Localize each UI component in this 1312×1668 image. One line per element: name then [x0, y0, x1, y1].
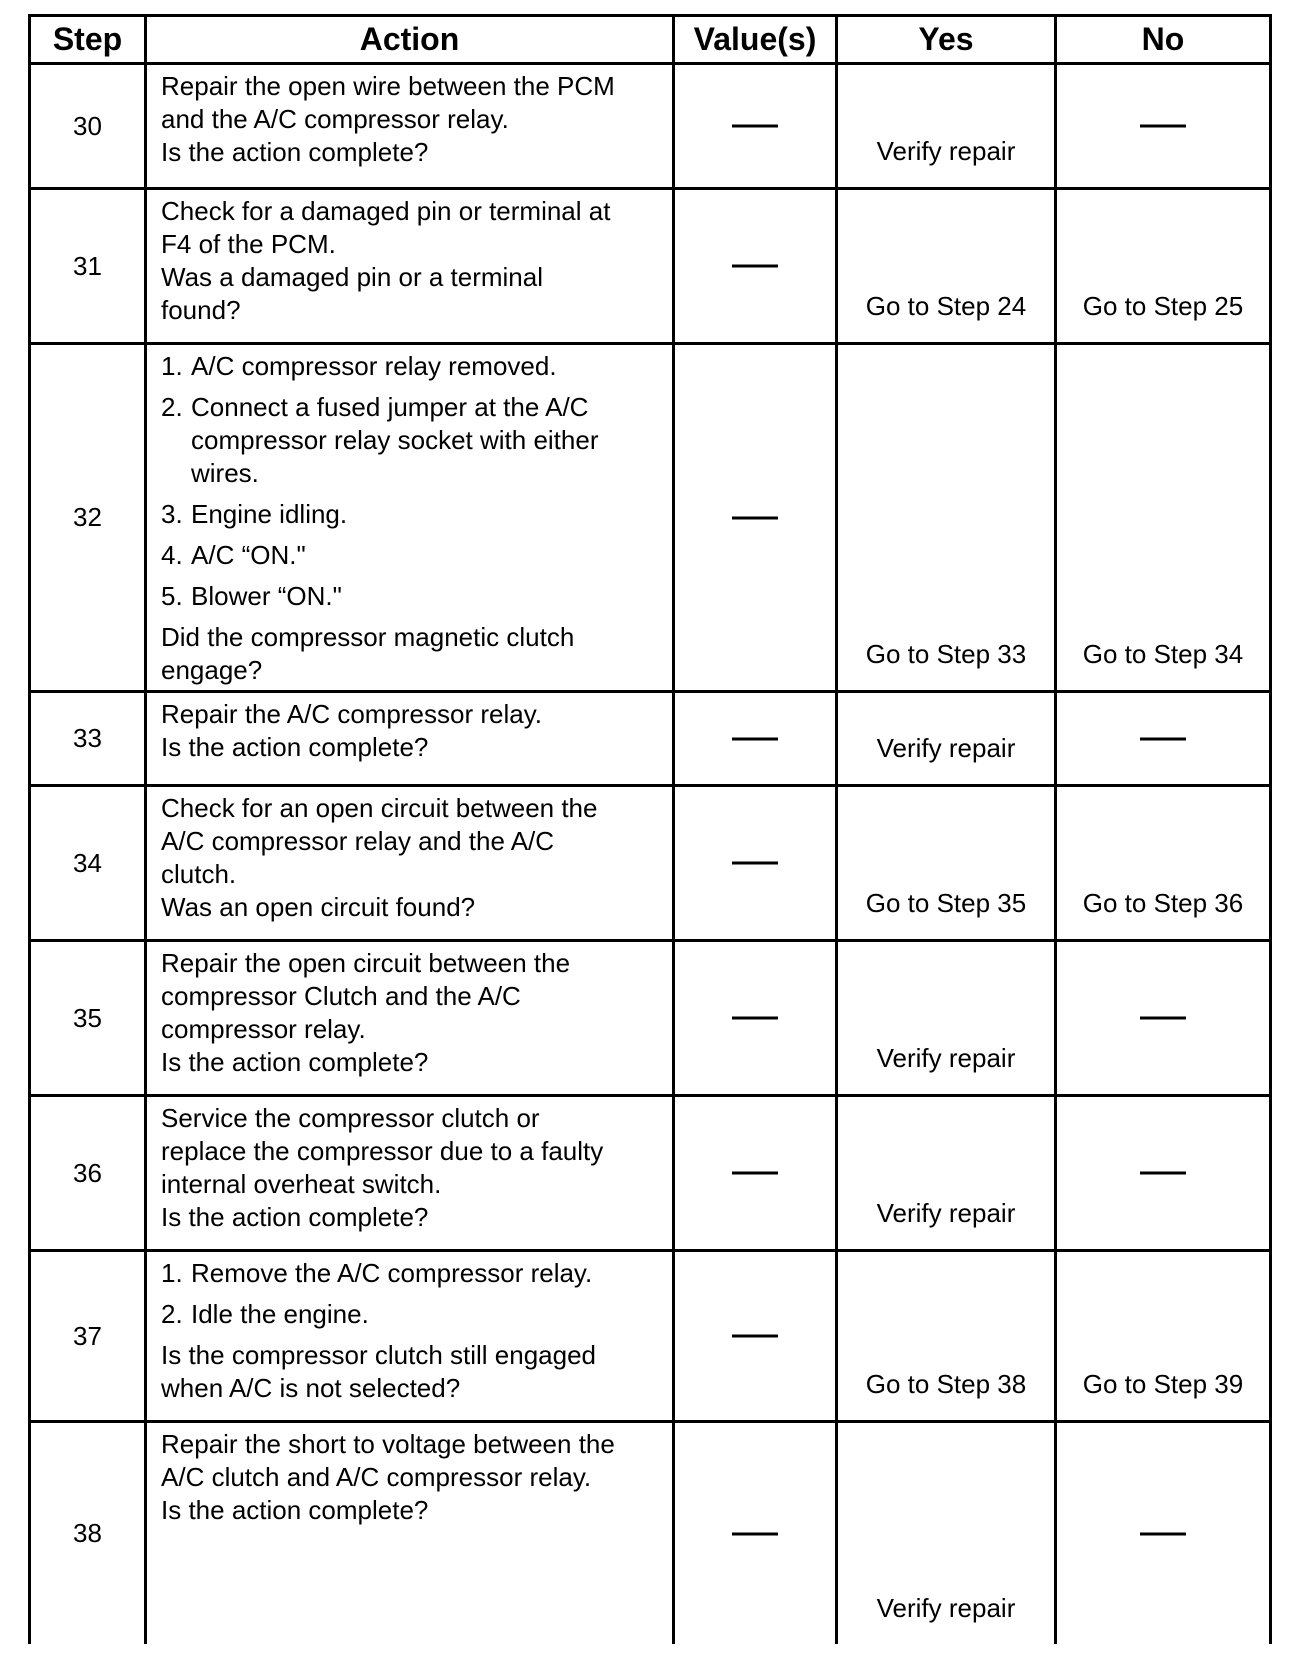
- action-text: [144, 1423, 672, 1644]
- action-step-number: 2.: [161, 392, 183, 422]
- yes-cell: [835, 693, 1054, 784]
- header-step: Step: [52, 21, 123, 57]
- action-text: [144, 1097, 672, 1249]
- action-question: Repair the A/C compressor relay. Is the action complete?: [161, 699, 542, 762]
- yes-cell: [835, 65, 1054, 187]
- header-yes: Yes: [835, 17, 1054, 62]
- action-step: 2. Connect a fused jumper at the A/C compressor relay socket with either wires.: [161, 392, 599, 488]
- value-dash: [732, 125, 778, 128]
- action-question: Repair the open circuit between the compressor Clutch and the A/C compressor relay. Is the action complete?: [161, 948, 571, 1077]
- no-result: Go to Step 36: [1082, 888, 1244, 918]
- yes-result: Go to Step 33: [865, 639, 1027, 669]
- no-dash: [1140, 1532, 1186, 1535]
- no-cell: [1054, 190, 1269, 342]
- no-dash: [1140, 125, 1186, 128]
- no-dash: [1140, 1172, 1186, 1175]
- value-cell: [672, 693, 835, 784]
- header-action: Action: [144, 17, 672, 62]
- yes-cell: [835, 345, 1054, 690]
- value-cell: [672, 1097, 835, 1249]
- action-step: 4. A/C “ON.": [161, 540, 306, 570]
- no-result: Go to Step 25: [1082, 291, 1244, 321]
- no-cell: [1054, 1423, 1269, 1644]
- yes-result: Go to Step 35: [865, 888, 1027, 918]
- value-cell: [672, 1423, 835, 1644]
- yes-result: Go to Step 24: [865, 291, 1027, 321]
- step-number: 37: [73, 1320, 102, 1351]
- action-step: 2. Idle the engine.: [161, 1299, 369, 1329]
- no-cell: [1054, 942, 1269, 1094]
- table-row: [31, 65, 1269, 190]
- step-number: 31: [73, 250, 102, 281]
- action-step: 3. Engine idling.: [161, 499, 348, 529]
- action-question: Did the compressor magnetic clutch engage?: [161, 622, 575, 685]
- value-dash: [732, 1172, 778, 1175]
- table-row: [31, 1252, 1269, 1423]
- action-step: 1. Remove the A/C compressor relay.: [161, 1258, 593, 1288]
- action-step: 1. A/C compressor relay removed.: [161, 351, 557, 381]
- value-dash: [732, 1532, 778, 1535]
- action-step-number: 1.: [161, 351, 183, 381]
- action-question: Service the compressor clutch or replace the compressor due to a faulty internal overheat switch. Is the action complete?: [161, 1103, 604, 1232]
- yes-cell: [835, 190, 1054, 342]
- table-row: [31, 942, 1269, 1097]
- action-step: 5. Blower “ON.": [161, 581, 342, 611]
- value-cell: [672, 787, 835, 939]
- action-step-number: 1.: [161, 1258, 183, 1288]
- step-number: 38: [73, 1518, 102, 1548]
- table-row: [31, 1097, 1269, 1252]
- action-question: Is the compressor clutch still engaged when A/C is not selected?: [161, 1340, 596, 1403]
- value-dash: [732, 1017, 778, 1020]
- action-step-number: 2.: [161, 1299, 183, 1329]
- value-cell: [672, 345, 835, 690]
- action-text: [144, 345, 672, 690]
- action-steps: [161, 1257, 662, 1331]
- diagnostic-table: [28, 14, 1272, 1644]
- yes-result: Verify repair: [876, 1043, 1016, 1073]
- value-cell: [672, 65, 835, 187]
- no-cell: [1054, 345, 1269, 690]
- table-row: [31, 693, 1269, 787]
- action-question: Check for an open circuit between the A/C compressor relay and the A/C clutch. Was an open circuit found?: [161, 793, 598, 922]
- no-result: Go to Step 39: [1082, 1369, 1244, 1399]
- action-text: [144, 65, 672, 187]
- table-row: [31, 190, 1269, 345]
- yes-cell: [835, 787, 1054, 939]
- yes-result: Go to Step 38: [865, 1369, 1027, 1399]
- step-number: 36: [73, 1157, 102, 1188]
- no-cell: [1054, 787, 1269, 939]
- yes-result: Verify repair: [876, 136, 1016, 166]
- value-dash: [732, 737, 778, 740]
- value-cell: [672, 190, 835, 342]
- table-row: [31, 345, 1269, 693]
- step-number: 30: [73, 110, 102, 141]
- header-values: Value(s): [672, 17, 835, 62]
- yes-result: Verify repair: [876, 1593, 1016, 1623]
- action-step-number: 3.: [161, 499, 183, 529]
- table-row: [31, 1423, 1269, 1644]
- value-dash: [732, 1335, 778, 1338]
- no-dash: [1140, 737, 1186, 740]
- yes-cell: [835, 1423, 1054, 1644]
- action-step-number: 5.: [161, 581, 183, 611]
- value-cell: [672, 942, 835, 1094]
- action-text: [144, 190, 672, 342]
- yes-cell: [835, 1252, 1054, 1420]
- no-cell: [1054, 1252, 1269, 1420]
- step-number: 34: [73, 847, 102, 878]
- action-text: [144, 1252, 672, 1420]
- action-question: Repair the open wire between the PCM and the A/C compressor relay. Is the action complete?: [161, 71, 615, 167]
- value-cell: [672, 1252, 835, 1420]
- action-text: [144, 693, 672, 784]
- action-step-number: 4.: [161, 540, 183, 570]
- value-dash: [732, 265, 778, 268]
- no-result: Go to Step 34: [1082, 639, 1244, 669]
- value-dash: [732, 516, 778, 519]
- no-dash: [1140, 1017, 1186, 1020]
- step-number: 35: [73, 1002, 102, 1033]
- step-number: 33: [73, 723, 102, 753]
- header-no: No: [1054, 17, 1269, 62]
- table-row: [31, 787, 1269, 942]
- yes-cell: [835, 1097, 1054, 1249]
- action-text: [144, 787, 672, 939]
- action-question: Repair the short to voltage between the A/C clutch and A/C compressor relay. Is the action complete?: [161, 1429, 615, 1525]
- no-cell: [1054, 693, 1269, 784]
- no-cell: [1054, 65, 1269, 187]
- no-cell: [1054, 1097, 1269, 1249]
- value-dash: [732, 862, 778, 865]
- yes-cell: [835, 942, 1054, 1094]
- action-question: Check for a damaged pin or terminal at F4 of the PCM. Was a damaged pin or a terminal found?: [161, 196, 611, 325]
- step-number: 32: [73, 502, 102, 532]
- action-steps: [161, 350, 662, 613]
- action-text: [144, 942, 672, 1094]
- yes-result: Verify repair: [876, 1198, 1016, 1228]
- header-row: [31, 17, 1269, 65]
- yes-result: Verify repair: [876, 733, 1016, 763]
